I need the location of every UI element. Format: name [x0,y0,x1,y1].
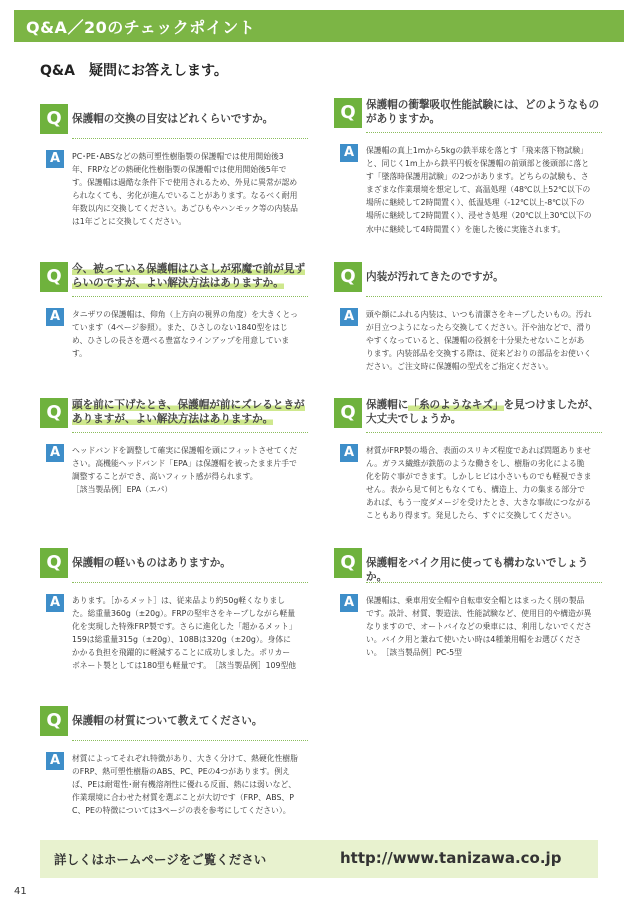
answer-body: 保護帽は、乗車用安全帽や自転車安全帽とはまったく別の製品です。設計、材質、製造法、性能試験など、使用目的や構造が異なりますので、オートバイなどの乗車には、利用しないでください。バイク用と兼ねて使いたい時は4種兼用帽をお選びください。 [366,596,592,658]
answer-text: タニザワの保護帽は、仰角（上方向の視界の角度）を大きくとっています（4ページ参照）。また、ひさしのない1840型をはじめ、ひさしの長さを選べる豊富なラインアップを用意しています。 [72,310,298,359]
q-badge: Q [40,104,68,134]
question-text-after: を見つけましたが、大丈夫でしょうか。 [366,399,599,425]
question-highlight-text: 「糸のようなキズ」 [408,399,504,411]
question-highlight-text: 頭を前に下げたとき、保護帽が前にズレるときがありますが、よい解決方法はありますか。 [72,399,305,425]
dotted-divider [72,432,308,433]
question-text [366,398,600,426]
dotted-divider [366,432,602,433]
q-badge: Q [334,548,362,578]
related-products: ［該当製品例］PC-5型 [385,648,462,658]
question-text: 保護帽の材質について教えてください。 [72,715,263,727]
q-badge: Q [334,262,362,292]
q-badge: Q [334,98,362,128]
qa-item-1 [40,104,298,229]
question-text: 内装が汚れてきたのですが。 [366,271,504,283]
answer-text [366,594,592,659]
question-row [334,98,600,136]
dotted-divider [72,740,308,741]
answer-text: 頭や顔にふれる内装は、いつも清潔さをキープしたいもの。汚れが目立つようになったら交換してください。汗や油などで、滑りやすくなっていると、保護帽の役割を十分果たせないことがあります。内装部品を交換する際は、従来どおりの部品をお使いください。ご注文時に保護帽の型式をご指定ください。 [366,310,592,372]
question-text: 保護帽の衝撃吸収性能試験には、どのようなものがありますか。 [366,99,600,125]
answer-text: 材質によってそれぞれ特徴があり、大きく分けて、熱硬化性樹脂のFRP、熱可塑性樹脂のABS、PC、PEの4つがあります。例えば、PEは耐電性･耐有機溶剤性に優れる反面、熱には弱いなど、作業環境に合わせた材質を選ぶことが大切です（FRP、ABS、PC、PEの特徴については3ページの表を参考にしてください）。 [72,754,298,816]
question-row [40,262,306,300]
footer-banner [40,840,598,878]
answer-text: 材質がFRP製の場合、表面のスリキズ程度であれば問題ありません。ガラス繊維が鉄筋のような働きをし、樹脂の劣化による脆化を防ぐ事ができます。しかしヒビは小さいものでも軽視できません。表から見て何ともなくても、構造上、力の集まる部分であれば、もう一度ダメージを受けたとき、大きな事故につながることもあり得ます。発見したら、すぐに交換してください。 [366,446,592,521]
dotted-divider [366,296,602,297]
q-badge: Q [40,706,68,736]
question-text: 保護帽の軽いものはありますか。 [72,557,231,569]
dotted-divider [366,582,602,583]
question-text: 保護帽の交換の目安はどれくらいですか。 [72,113,274,125]
qa-item-4 [40,548,298,673]
related-products: ［該当製品例］109型他 [214,661,297,671]
qa-item-7 [334,262,592,373]
answer-row [334,308,592,373]
answer-row [40,150,298,229]
question-row [40,104,298,142]
a-badge: A [340,594,358,612]
a-badge: A [46,752,64,770]
a-badge: A [340,144,358,162]
question-row [334,262,592,300]
qa-item-5 [40,706,298,817]
related-products: ［該当製品例］EPA（エパ） [72,485,173,495]
answer-row [40,444,298,496]
answer-row [334,444,592,523]
answer-row [40,752,298,817]
question-row [40,706,298,744]
a-badge: A [46,594,64,612]
question-row [334,398,599,436]
header-bar [14,10,624,42]
answer-text: 保護帽の真上1mから5kgの鉄半球を落とす「飛来落下物試験」と、同じく1m上から鉄平円板を保護帽の前頭部と後頭部に落とす「墜落時保護用試験」の2つがあります。どちらの試験も、さまざまな作業環境を想定して、高温処理（48℃以上52℃以下の場所に継続して2時間置く）、低温処理（-12℃以上-8℃以下の場所に継続して2時間置く）、浸せき処理（20℃以上30℃以下の水中に継続して4時間置く）を施した後に実施されます。 [366,146,592,234]
page-number: 41 [14,886,27,897]
dotted-divider [72,582,308,583]
question-text: 保護帽をバイク用に使っても構わないでしょうか。 [366,557,589,583]
q-badge: Q [40,398,68,428]
answer-row [334,594,592,659]
footer-url-link[interactable]: http://www.tanizawa.co.jp [340,849,562,867]
page-header-title: Q&A／20のチェックポイント [26,18,256,37]
dotted-divider [72,138,308,139]
a-badge: A [340,308,358,326]
qa-item-3 [40,398,305,496]
q-badge: Q [40,262,68,292]
question-row [40,398,305,436]
answer-body: ヘッドバンドを調整して確実に保護帽を頭にフィットさせてください。高機能ヘッドバンド「EPA」は保護帽を被ったまま片手で調整することができ、高いフィット感が得られます。 [72,446,298,482]
question-text [72,398,306,426]
answer-body: あります。［かるメット］は、従来品より約50g軽くなりました。総重量360g（±20g）。FRPの堅牢さをキープしながら軽量化を実現した特殊FRP製です。さらに進化した「超かるメット」159は総重量315g（±20g）、108Bは320g（±20g）。身体にかかる負担を飛躍的に軽減することに成功しました。ポリカーボネート製としては180型も軽量です。 [72,596,297,671]
question-row [40,548,298,586]
a-badge: A [46,150,64,168]
question-text [72,262,306,290]
question-row [334,548,592,586]
qa-item-8 [334,398,599,523]
dotted-divider [366,132,602,133]
answer-row [40,308,298,360]
section-title: Q&A 疑問にお答えします。 [40,63,228,79]
footer-homepage-text: 詳しくはホームページをご覧ください [54,852,267,867]
a-badge: A [340,444,358,462]
answer-text: PC･PE･ABSなどの熱可塑性樹脂製の保護帽では使用開始後3年、FRPなどの熱硬化性樹脂製の保護帽では使用開始後5年です。保護帽は過酷な条件下で使用されるため、外見に異常が認められなくても、劣化が進んでいることがあります。なるべく耐用年数以内に交換してください。あごひもやハンモック等の内装品は1年ごとに交換してください。 [72,152,298,227]
answer-row [334,144,592,236]
answer-row [40,594,298,673]
question-highlight-text: 今、被っている保護帽はひさしが邪魔で前が見ずらいのですが、よい解決方法はありますか。 [72,263,306,289]
question-text-before: 保護帽に [366,399,409,411]
qa-item-9 [334,548,592,659]
q-badge: Q [334,398,362,428]
answer-text [72,594,298,673]
qa-item-2 [40,262,306,360]
qa-item-6 [334,98,600,236]
a-badge: A [46,308,64,326]
answer-text [72,444,298,496]
dotted-divider [72,296,308,297]
q-badge: Q [40,548,68,578]
a-badge: A [46,444,64,462]
